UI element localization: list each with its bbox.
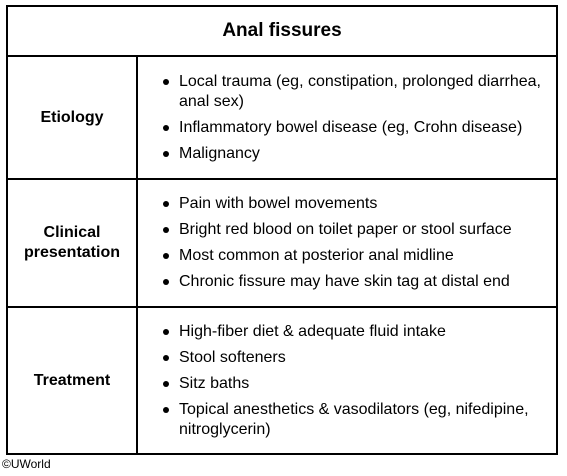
clinical-presentation-list [138,194,512,292]
list-item: Topical anesthetics & vasodilators (eg, nifedipine, nitroglycerin) [163,400,556,440]
anal-fissures-table [6,5,558,455]
table-row-etiology [8,57,556,180]
list-item: Bright red blood on toilet paper or stool surface [163,220,512,240]
list-item: Chronic fissure may have skin tag at distal end [163,272,512,292]
table-row-treatment [8,308,556,453]
list-item: Local trauma (eg, constipation, prolonged diarrhea, anal sex) [163,72,556,112]
list-item: Malignancy [163,144,556,164]
list-item: Pain with bowel movements [163,194,512,214]
list-item: Most common at posterior anal midline [163,246,512,266]
copyright-notice: ©UWorld [2,457,51,471]
row-content-etiology [138,57,556,178]
row-content-treatment [138,308,556,453]
row-label-etiology: Etiology [8,57,138,178]
list-item: Stool softeners [163,348,556,368]
table-row-clinical-presentation [8,180,556,308]
table-title: Anal fissures [8,7,556,57]
list-item: Inflammatory bowel disease (eg, Crohn disease) [163,118,556,138]
row-label-clinical-presentation: Clinical presentation [8,180,138,306]
treatment-list [138,322,556,440]
row-label-treatment: Treatment [8,308,138,453]
list-item: Sitz baths [163,374,556,394]
row-content-clinical-presentation [138,180,556,306]
etiology-list [138,72,556,164]
list-item: High-fiber diet & adequate fluid intake [163,322,556,342]
